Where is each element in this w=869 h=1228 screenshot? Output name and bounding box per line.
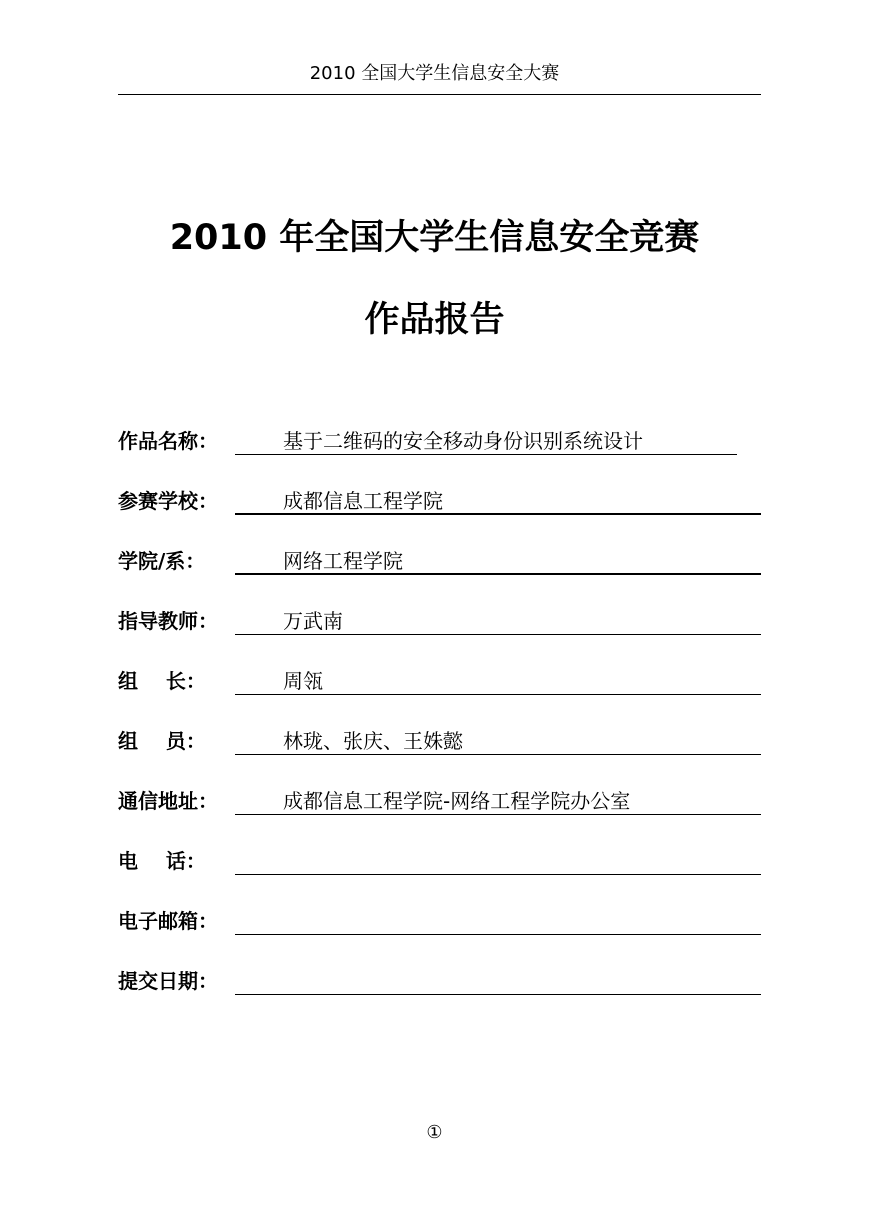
field-label: 组 员： (118, 729, 206, 753)
field-label: 作品名称： (118, 429, 218, 453)
page-number: ① (426, 1122, 443, 1143)
field-project-name (118, 426, 761, 456)
field-school (118, 486, 761, 516)
page-header: 2010 全国大学生信息安全大赛 (309, 63, 560, 84)
field-underline (235, 874, 761, 875)
field-underline (235, 994, 761, 995)
field-address (118, 786, 761, 816)
field-submit-date (118, 966, 761, 996)
field-value: 万武南 (283, 609, 343, 633)
document-subtitle: 作品报告 (364, 300, 505, 340)
field-underline (235, 934, 761, 935)
field-phone (118, 846, 761, 876)
field-label: 电子邮箱： (118, 909, 218, 933)
field-label: 通信地址： (118, 789, 218, 813)
field-value: 林珑、张庆、王姝懿 (283, 729, 463, 753)
field-team-leader (118, 666, 761, 696)
field-advisor (118, 606, 761, 636)
field-value: 成都信息工程学院-网络工程学院办公室 (283, 789, 631, 813)
field-label: 指导教师： (118, 609, 218, 633)
document-title: 2010 年全国大学生信息安全竞赛 (169, 218, 700, 258)
field-value: 基于二维码的安全移动身份识别系统设计 (283, 429, 643, 453)
field-label: 参赛学校： (118, 489, 218, 513)
field-value: 成都信息工程学院 (283, 489, 443, 513)
field-value: 网络工程学院 (283, 549, 403, 573)
field-label: 提交日期： (118, 969, 218, 993)
header-divider (118, 94, 761, 95)
field-department (118, 546, 761, 576)
field-label: 组 长： (118, 669, 206, 693)
field-value: 周瓴 (283, 669, 323, 693)
field-label: 电 话： (118, 849, 206, 873)
field-label: 学院/系： (118, 549, 206, 573)
field-email (118, 906, 761, 936)
field-team-members (118, 726, 761, 756)
